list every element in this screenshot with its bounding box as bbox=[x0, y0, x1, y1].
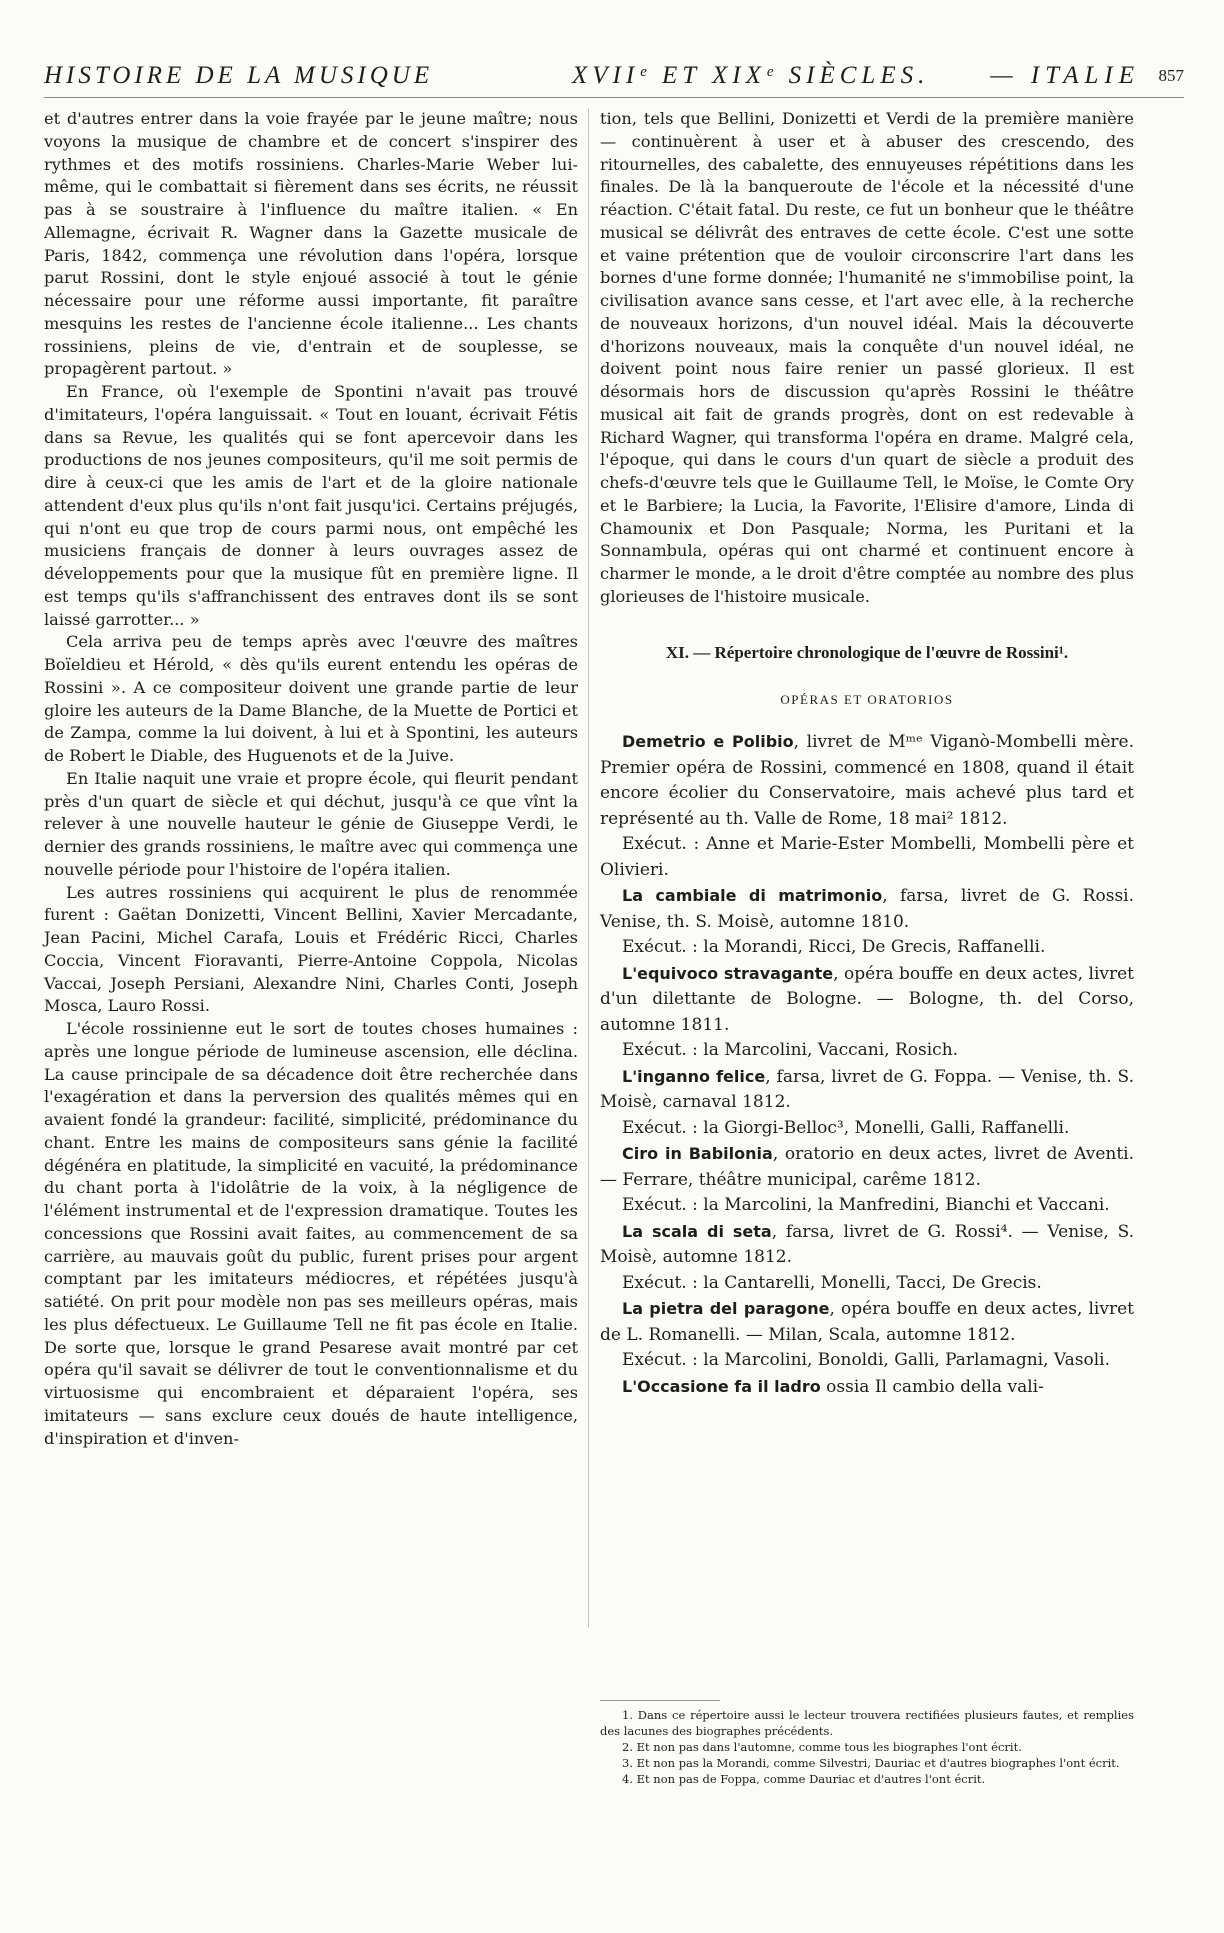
left-column bbox=[44, 108, 578, 1450]
work-details: , oratorio en deux actes, livret de Aventi. — Ferrare, théâtre municipal, carême 1812. bbox=[600, 1144, 1134, 1190]
repertoire-entry bbox=[600, 729, 1134, 832]
work-details: , livret de Mᵐᵉ Viganò-Mombelli mère. Premier opéra de Rossini, commencé en 1808, quand il était encore écolier du Conservatoire, mais achevé plus tard et représenté au th. Valle de Rome, 18 mai² 1812. bbox=[600, 732, 1134, 829]
header-center: XVIIᵉ ET XIXᵉ SIÈCLES. bbox=[572, 62, 930, 89]
footnote: 2. Et non pas dans l'automne, comme tous les biographes l'ont écrit. bbox=[622, 1740, 1022, 1754]
work-details: , farsa, livret de G. Rossi. Venise, th. S. Moisè, automne 1810. bbox=[600, 886, 1135, 932]
performers: Exécut. : la Cantarelli, Monelli, Tacci, De Grecis. bbox=[622, 1272, 1042, 1293]
performers: Exécut. : la Morandi, Ricci, De Grecis, Raffanelli. bbox=[622, 937, 1046, 958]
work-title: La cambiale di matrimonio bbox=[622, 886, 883, 906]
footnote: 3. Et non pas la Morandi, comme Silvestri, Dauriac et d'autres biographes l'ont écrit. bbox=[622, 1756, 1120, 1770]
performers: Exécut. : la Marcolini, Vaccani, Rosich. bbox=[622, 1040, 959, 1061]
column-divider bbox=[588, 108, 589, 1628]
work-title: L'equivoco stravagante bbox=[622, 963, 834, 983]
performers: Exécut. : la Giorgi-Belloc³, Monelli, Galli, Raffanelli. bbox=[622, 1117, 1070, 1138]
right-column bbox=[600, 108, 1134, 1400]
work-title: Ciro in Babilonia bbox=[622, 1144, 773, 1164]
work-details: , opéra bouffe en deux actes, livret d'un dilettante de Bologne. — Bologne, th. del Corso, automne 1811. bbox=[600, 963, 1135, 1035]
repertoire-entry bbox=[600, 1141, 1134, 1193]
page-number: 857 bbox=[1158, 66, 1184, 85]
repertoire-entry bbox=[600, 1219, 1134, 1271]
paragraph: Les autres rossiniens qui acquirent le plus de renommée furent : Gaëtan Donizetti, Vincent Bellini, Xavier Mercadante, Jean Pacini, Michel Carafa, Louis et Frédéric Ricci, Charles Coccia, Vincent Fioravanti, Pierre-Antoine Coppola, Nicolas Vaccai, Joseph Persiani, Alexandre Nini, Charles Conti, Joseph Mosca, Lauro Rossi. bbox=[44, 882, 578, 1016]
repertoire-entry bbox=[600, 1374, 1134, 1401]
work-title: La pietra del paragone bbox=[622, 1299, 830, 1319]
work-title: L'Occasione fa il ladro bbox=[622, 1376, 821, 1396]
repertoire-entry bbox=[600, 961, 1134, 1039]
paragraph: Cela arriva peu de temps après avec l'œuvre des maîtres Boïeldieu et Hérold, « dès qu'ils eurent entendu les opéras de Rossini ». A ce compositeur doivent une grande partie de leur gloire les auteurs de la Dame Blanche, de la Muette de Portici et de Zampa, comme la lui doivent, à lui et à Spontini, les auteurs de Robert le Diable, des Huguenots et de la Juive. bbox=[44, 632, 578, 765]
work-title: La scala di seta bbox=[622, 1221, 772, 1241]
paragraph: tion, tels que Bellini, Donizetti et Verdi de la première manière — continuèrent à user et à abuser des crescendo, des ritournelles, des cabalette, des ennuyeuses répétitions dans les finales. De là la banqueroute de l'école et la nécessité d'une réaction. C'était fatal. Du reste, ce fut un bonheur que le théâtre musical se délivrât des entraves de cette école. C'est une sotte et vaine prétention que de vouloir circonscrire l'art dans les bornes d'une forme donnée; l'humanité ne s'immobilise point, la civilisation avance sans cesse, et l'art avec elle, à la recherche de nouveaux horizons, d'un nouvel idéal. Mais la découverte d'horizons nouveaux, mais la conquête d'un nouvel idéal, ne doivent point nous faire renier un passé glorieux. Il est désormais hors de discussion qu'après Rossini le théâtre musical ait fait de grands progrès, dont on est redevable à Richard Wagner, qui transforma l'opéra en drame. Malgré cela, l'époque, qui dans le cours d'un quart de siècle a produit des chefs-d'œuvre tels que le Guillaume Tell, le Moïse, le Comte Ory et le Barbiere; la Lucia, la Favorite, l'Elisire d'amore, Linda di Chamounix et Don Pasquale; Norma, les Puritani et la Sonnambula, opéras qui ont charmé et continuent encore à charmer le monde, a le droit d'être comptée au nombre des plus glorieuses de l'histoire musicale. bbox=[600, 109, 1134, 606]
work-title: L'inganno felice bbox=[622, 1066, 766, 1086]
running-header bbox=[44, 62, 1184, 96]
work-title: Demetrio e Polibio bbox=[622, 732, 794, 752]
footnote: 1. Dans ce répertoire aussi le lecteur trouvera rectifiées plusieurs fautes, et remplies des lacunes des biographes précédents. bbox=[600, 1708, 1134, 1738]
subsection-heading: OPÉRAS ET ORATORIOS bbox=[780, 691, 954, 707]
performers: Exécut. : la Marcolini, la Manfredini, Bianchi et Vaccani. bbox=[622, 1195, 1110, 1216]
paragraph: En Italie naquit une vraie et propre école, qui fleurit pendant près d'un quart de siècle et qui déchut, jusqu'à ce que vînt la relever à une nouvelle hauteur le génie de Giuseppe Verdi, le dernier des grands rossiniens, le maître avec qui commença une nouvelle période pour l'histoire de l'opéra italien. bbox=[44, 768, 578, 879]
repertoire-entry bbox=[600, 1296, 1134, 1348]
header-right: — ITALIE bbox=[990, 62, 1140, 89]
paragraph: et d'autres entrer dans la voie frayée par le jeune maître; nous voyons la musique de chambre et de concert s'inspirer des rythmes et des motifs rossiniens. Charles-Marie Weber lui-même, qui le combattait si fièrement dans ses écrits, ne réussit pas à se soustraire à l'influence du maître italien. « En Allemagne, écrivait R. Wagner dans la Gazette musicale de Paris, 1842, commença une révolution dans l'opéra, lorsque parut Rossini, dont le style enjoué associé à tout le génie nécessaire pour une réforme aussi importante, fit paraître mesquins les restes de l'ancienne école italienne... Les chants rossiniens, pleins de vie, d'entrain et de souplesse, se propagèrent partout. » bbox=[44, 109, 578, 379]
performers: Exécut. : Anne et Marie-Ester Mombelli, Mombelli père et Olivieri. bbox=[600, 834, 1134, 880]
footnote: 4. Et non pas de Foppa, comme Dauriac et d'autres l'ont écrit. bbox=[622, 1772, 986, 1786]
work-details: , opéra bouffe en deux actes, livret de L. Romanelli. — Milan, Scala, automne 1812. bbox=[600, 1299, 1134, 1345]
work-details: , farsa, livret de G. Rossi⁴. — Venise, S. Moisè, automne 1812. bbox=[600, 1221, 1135, 1268]
performers: Exécut. : la Marcolini, Bonoldi, Galli, Parlamagni, Vasoli. bbox=[622, 1350, 1111, 1371]
repertoire-list bbox=[600, 729, 1134, 1400]
header-rule bbox=[44, 97, 1184, 98]
paragraph: L'école rossinienne eut le sort de toutes choses humaines : après une longue période de lumineuse ascension, elle déclina. La cause principale de sa décadence doit être recherchée dans l'exagération et dans la perversion des qualités mêmes qui en avaient fondé la grandeur: facilité, simplicité, prédominance du chant. Entre les mains de compositeurs sans génie la facilité dégénéra en platitude, la simplicité en vacuité, la prédominance du chant porta à l'idolâtrie de la voix, à la négligence de l'élément instrumental et de l'expression dramatique. Toutes les concessions que Rossini avait faites, au commencement de sa carrière, au mauvais goût du public, furent prises pour argent comptant par les imitateurs médiocres, et répétées jusqu'à satiété. On prit pour modèle non pas ses meilleurs opéras, mais les plus défectueux. Le Guillaume Tell ne fit pas école en Italie. De sorte que, lorsque le grand Pesarese avait montré par cet opéra qu'il savait se délivrer de tout le conventionnalisme et du virtuosisme qui encombraient et déparaient l'opéra, ses imitateurs — sans exclure ceux doués de haute intelligence, d'inspiration et d'inven- bbox=[44, 1019, 578, 1448]
work-details: ossia Il cambio della vali- bbox=[820, 1376, 1044, 1397]
work-details: , farsa, livret de G. Foppa. — Venise, th. S. Moisè, carnaval 1812. bbox=[600, 1066, 1134, 1113]
footnotes bbox=[600, 1700, 1134, 1787]
paragraph: En France, où l'exemple de Spontini n'avait pas trouvé d'imitateurs, l'opéra languissait. « Tout en louant, écrivait Fétis dans sa Revue, les qualités qui se font apercevoir dans les productions de nos jeunes compositeurs, qu'il me soit permis de dire à ceux-ci que les amis de l'art et de la gloire nationale attendent d'eux plus qu'ils n'ont fait jusqu'ici. Certains préjugés, qui n'ont eu que trop de cours parmi nous, ont empêché les musiciens français de donner à leurs ouvrages assez de développements pour que la musique fût en première ligne. Il est temps qu'ils s'affranchissent des entraves dont ils se sont laissé garrotter... » bbox=[44, 382, 578, 629]
footnote-rule bbox=[600, 1700, 720, 1701]
header-left: HISTOIRE DE LA MUSIQUE bbox=[44, 62, 434, 89]
repertoire-entry bbox=[600, 1064, 1134, 1116]
repertoire-entry bbox=[600, 883, 1134, 935]
section-heading: XI. — Répertoire chronologique de l'œuvre de Rossini¹. bbox=[665, 642, 1069, 662]
